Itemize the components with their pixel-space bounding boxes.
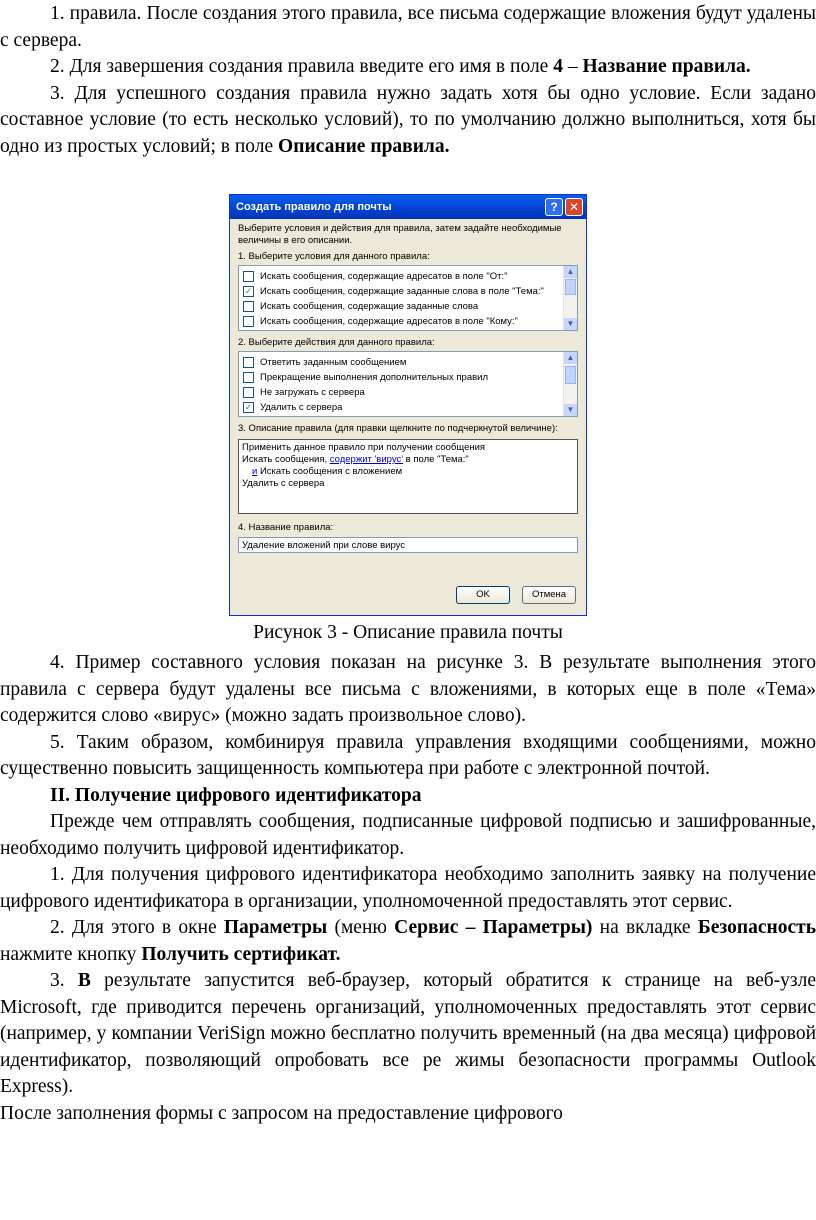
paragraph: 5. Таким образом, комбинируя правила управления входящими сообщениями, можно существенно повысить защищенность компьютера при работе с электронной почтой. bbox=[0, 731, 816, 779]
rule-description-box bbox=[238, 439, 578, 514]
and-link[interactable]: и bbox=[252, 466, 258, 477]
scroll-down-icon[interactable]: ▼ bbox=[564, 318, 577, 330]
scroll-up-icon[interactable]: ▲ bbox=[564, 266, 577, 278]
bold-field-number: 4 bbox=[553, 56, 563, 77]
dialog-title-bar bbox=[230, 195, 586, 219]
checkbox[interactable] bbox=[243, 271, 254, 282]
condition-item[interactable] bbox=[239, 284, 577, 299]
paragraph: 1. Для получения цифрового идентификатора необходимо заполнить заявку на получение цифрового идентификатора в организации, уполномоченной предоставлять этот сервис. bbox=[0, 864, 816, 912]
dialog-title: Создать правило для почты bbox=[236, 201, 392, 213]
condition-item[interactable] bbox=[239, 314, 577, 329]
paragraph: 3. В результате запустится веб-браузер, который обратится к странице на веб-узле Microsoft, где приводится перечень организаций, уполномоченных предоставлять этот сервис (например, у компании VeriSign можно бесплатно получить временный (на два месяца) цифровой идентификатор, позволяющий опробовать все ре жимы безопасности программы Outlook Express). bbox=[0, 970, 816, 1097]
condition-item-label: Искать сообщения, содержащие адресатов в поле "Кому:" bbox=[260, 316, 518, 327]
close-icon: ✕ bbox=[568, 200, 580, 214]
conditions-label: 1. Выберите условия для данного правила: bbox=[238, 251, 430, 262]
contains-word-link[interactable]: содержит 'вирус' bbox=[329, 454, 404, 465]
paragraph: Прежде чем отправлять сообщения, подписанные цифровой подписью и зашифрованные, необходимо получить цифровой идентификатор. bbox=[0, 811, 816, 859]
paragraph-3: 3. Для успешного создания правила нужно задать хотя бы одно условие. Если задано составное условие (то есть несколько условий), то по умолчанию должно выполниться, хотя бы одно из простых условий; в поле Описание правила. bbox=[0, 82, 816, 157]
checkbox[interactable] bbox=[243, 357, 254, 368]
paragraph: 2. Для этого в окне Параметры (меню Сервис – Параметры) на вкладке Безопасность нажмите кнопку Получить сертификат. bbox=[0, 917, 816, 965]
bold-description-field: Описание правила. bbox=[278, 135, 450, 157]
description-label: 3. Описание правила (для правки щелкните по подчеркнутой величине): bbox=[238, 423, 558, 434]
checkbox-checked[interactable]: ✓ bbox=[244, 286, 253, 296]
checkbox[interactable] bbox=[243, 316, 254, 327]
checkbox[interactable] bbox=[243, 301, 254, 312]
rule-name-label: 4. Название правила: bbox=[238, 522, 334, 533]
condition-item-label: Искать сообщения, содержащие заданные слова в поле "Тема:" bbox=[260, 286, 544, 297]
conditions-list[interactable] bbox=[238, 265, 578, 331]
checkbox-checked[interactable]: ✓ bbox=[244, 402, 253, 412]
condition-item-label: Искать сообщения, содержащие адресатов в поле "От:" bbox=[260, 271, 508, 282]
actions-label: 2. Выберите действия для данного правила: bbox=[238, 337, 435, 348]
action-item[interactable] bbox=[239, 400, 577, 415]
description-line: Удалить с сервера bbox=[242, 478, 325, 489]
condition-item[interactable] bbox=[239, 269, 577, 284]
scroll-down-icon[interactable]: ▼ bbox=[564, 404, 577, 416]
bottom-text-block bbox=[0, 650, 816, 1127]
action-item[interactable] bbox=[239, 355, 577, 370]
paragraph: После заполнения формы с запросом на предоставление цифрового bbox=[0, 1102, 563, 1124]
condition-item-label: Искать сообщения, содержащие заданные слова bbox=[260, 301, 479, 312]
action-item[interactable] bbox=[239, 370, 577, 385]
actions-list[interactable] bbox=[238, 351, 578, 417]
figure-caption: Рисунок 3 - Описание правила почты bbox=[253, 622, 563, 643]
checkbox[interactable] bbox=[243, 387, 254, 398]
description-line: Искать сообщения, содержит 'вирус' в поле "Тема:" bbox=[242, 454, 469, 465]
dialog-intro: Выберите условия и действия для правила, затем задайте необходимые величины в его описании. bbox=[238, 223, 562, 246]
close-button[interactable] bbox=[565, 198, 583, 216]
paragraph: II. Получение цифрового идентификатора bbox=[50, 784, 422, 806]
conditions-scrollbar[interactable] bbox=[563, 266, 577, 330]
action-item-label: Ответить заданным сообщением bbox=[260, 357, 407, 368]
cancel-button[interactable]: Отмена bbox=[522, 586, 576, 604]
rule-name-input[interactable]: Удаление вложений при слове вирус bbox=[238, 537, 578, 553]
paragraph-2: 2. Для завершения создания правила введите его имя в поле 4 – Название правила. bbox=[50, 56, 751, 77]
paragraph-1: 1. правила. После создания этого правила, все письма содержащие вложения будут удалены с сервера. bbox=[0, 3, 816, 51]
actions-scrollbar[interactable] bbox=[563, 352, 577, 416]
bold-field-name: Название правила. bbox=[582, 56, 751, 77]
scroll-up-icon[interactable]: ▲ bbox=[564, 352, 577, 364]
description-line: и Искать сообщения с вложением bbox=[252, 466, 403, 477]
help-button[interactable] bbox=[545, 198, 563, 216]
paragraph: 4. Пример составного условия показан на рисунке 3. В результате выполнения этого правила с сервера будут удалены все письма с вложениями, в которых еще в поле «Тема» содержится слово «вирус» (можно задать произвольное слово). bbox=[0, 652, 816, 726]
action-item-label: Не загружать с сервера bbox=[260, 387, 365, 398]
scroll-thumb[interactable] bbox=[565, 366, 576, 384]
help-icon: ? bbox=[550, 200, 558, 214]
create-mail-rule-dialog bbox=[229, 194, 587, 616]
top-text-block bbox=[0, 1, 816, 160]
action-item[interactable] bbox=[239, 385, 577, 400]
scroll-thumb[interactable] bbox=[565, 279, 576, 295]
checkbox[interactable] bbox=[243, 372, 254, 383]
action-item-label: Удалить с сервера bbox=[260, 402, 343, 413]
ok-button[interactable]: OK bbox=[456, 586, 510, 604]
description-line: Применить данное правило при получении сообщения bbox=[242, 442, 486, 453]
condition-item[interactable] bbox=[239, 299, 577, 314]
action-item-label: Прекращение выполнения дополнительных правил bbox=[260, 372, 489, 383]
dialog-body bbox=[238, 223, 578, 553]
